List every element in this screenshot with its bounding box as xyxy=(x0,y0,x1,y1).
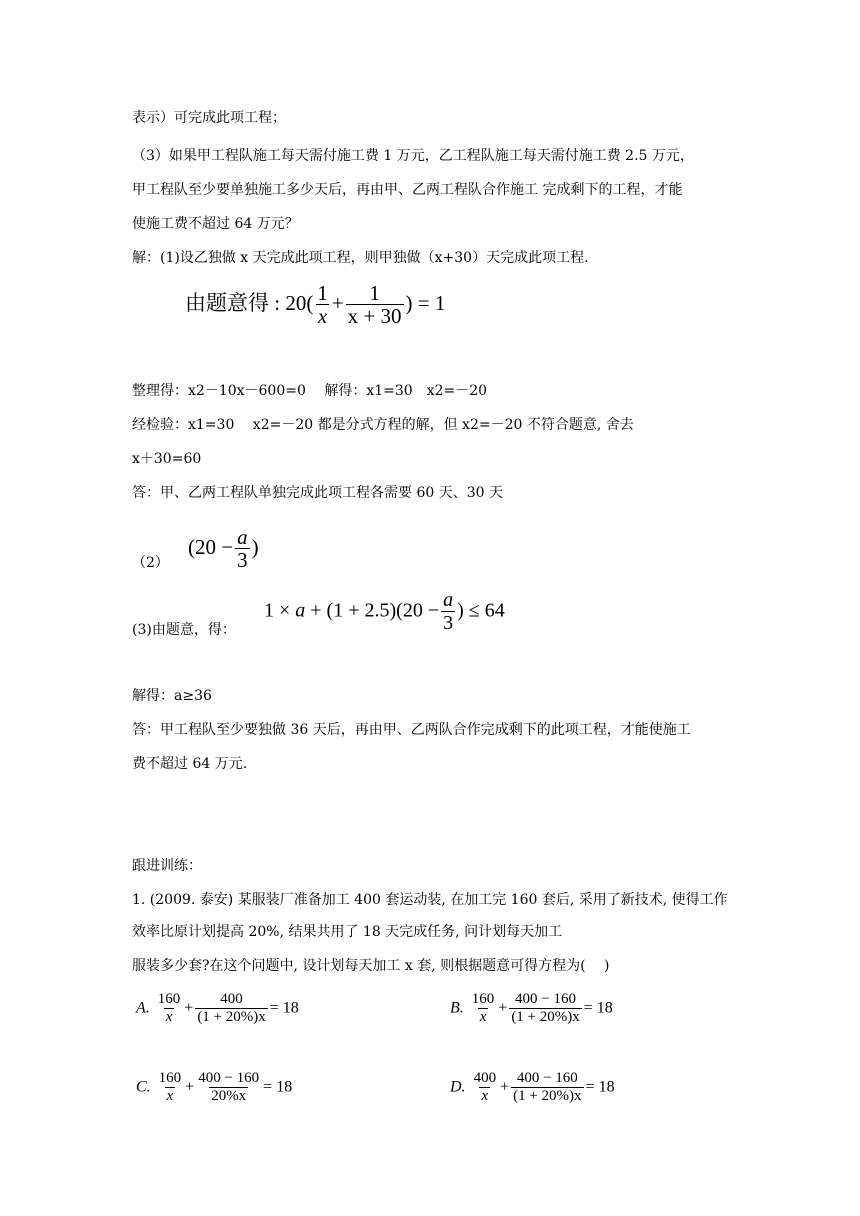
part-2-label: （2） xyxy=(132,555,169,571)
option-b-frac-2 xyxy=(509,992,581,1025)
option-a-frac-1 xyxy=(156,992,183,1025)
line-12: 解得：a≥36 xyxy=(132,688,212,704)
eq1-frac-1-num: 1 xyxy=(317,281,328,305)
option-b-label: B. xyxy=(450,999,464,1017)
option-b-frac-1-den: x xyxy=(479,1008,487,1025)
line-11: (3)由题意，得： xyxy=(132,622,236,638)
option-d-label: D. xyxy=(450,1078,466,1096)
eq1-frac-2-num: 1 xyxy=(369,281,380,305)
eq2-frac-num: a xyxy=(237,525,248,549)
line-4: 使施工费不超过 64 万元？ xyxy=(132,216,299,232)
eq3-mid: + (1 + 2.5)(20 − xyxy=(305,599,440,622)
option-d-frac-1-den: x xyxy=(481,1087,489,1104)
option-a[interactable]: A. $\frac{160}{x}$ + $\frac{400}{(1 + 20\%)x}$ = 18 xyxy=(136,991,299,1025)
option-b-frac-1-num: 160 xyxy=(471,991,495,1007)
option-c-frac-1-den: x xyxy=(166,1087,174,1104)
eq2-frac xyxy=(235,526,250,572)
option-b-frac-2-num: 400 − 160 xyxy=(515,991,577,1007)
line-7: 经检验：x1=30 x2=－20 都是分式方程的解，但 x2=－20 不符合题意, 舍去 xyxy=(132,417,634,433)
option-b-frac-1 xyxy=(470,992,497,1025)
line-3: 甲工程队至少要单独施工多少天后，再由甲、乙两工程队合作施工 完成剩下的工程，才能 xyxy=(132,182,683,198)
option-a-frac-2-num: 400 xyxy=(220,991,243,1007)
option-d-frac-1 xyxy=(472,1071,499,1104)
eq1-prefix: 由题意得 : 20( xyxy=(185,290,314,315)
option-a-rhs: = 18 xyxy=(269,999,299,1017)
option-a-frac-1-den: x xyxy=(165,1008,173,1025)
eq1-frac-1 xyxy=(315,282,330,328)
option-a-frac-2 xyxy=(195,992,267,1025)
eq1-suffix: ) = 1 xyxy=(405,290,446,315)
eq2-close: ) xyxy=(251,534,259,559)
option-c-frac-2-den: 20%x xyxy=(211,1087,247,1104)
option-d-frac-2-num: 400 − 160 xyxy=(516,1070,578,1086)
eq3-prefix: 1 × xyxy=(264,599,296,622)
line-9: 答：甲、乙两工程队单独完成此项工程各需要 60 天、30 天 xyxy=(132,485,503,501)
eq3-suffix: ) ≤ 64 xyxy=(457,599,505,622)
eq3-a: a xyxy=(295,599,306,622)
line-2: （3）如果甲工程队施工每天需付施工费 1 万元，乙工程队施工每天需付施工费 2.5 万元， xyxy=(132,148,694,164)
option-a-frac-2-den: (1 + 20%)x xyxy=(197,1008,266,1025)
line-8: x＋30=60 xyxy=(132,451,202,467)
option-d[interactable]: D. $\frac{400}{x}$ + $\frac{400 - 160}{(1 + 20\%)x}$ = 18 xyxy=(450,1070,615,1104)
line-5: 解：(1)设乙独做 x 天完成此项工程，则甲独做（x+30）天完成此项工程. xyxy=(132,250,589,266)
line-6: 整理得：x2－10x－600=0 解得：x1=30 x2=－20 xyxy=(132,383,488,399)
option-c-rhs: = 18 xyxy=(263,1078,293,1096)
line-16: 1. (2009. 泰安) 某服装厂准备加工 400 套运动装, 在加工完 160 套后, 采用了新技术, 使得工作 xyxy=(132,892,728,908)
option-c-frac-1 xyxy=(157,1071,184,1104)
equation-2 xyxy=(188,526,259,572)
eq2-open: (20 − xyxy=(188,534,234,559)
option-d-rhs: = 18 xyxy=(585,1078,615,1096)
equation-3 xyxy=(264,590,505,634)
eq3-frac-den: 3 xyxy=(443,612,454,634)
line-18: 服装多少套?在这个问题中, 设计划每天加工 x 套, 则根据题意可得方程为( ) xyxy=(132,958,610,974)
line-17: 效率比原计划提高 20%, 结果共用了 18 天完成任务, 问计划每天加工 xyxy=(132,924,563,940)
option-d-frac-2 xyxy=(511,1071,583,1104)
option-b[interactable]: B. $\frac{160}{x}$ + $\frac{400 - 160}{(1 + 20\%)x}$ = 18 xyxy=(450,991,613,1025)
option-a-frac-1-num: 160 xyxy=(157,991,181,1007)
option-c[interactable]: C. $\frac{160}{x}$ + $\frac{400 - 160}{20\%x}$ = 18 xyxy=(136,1070,293,1104)
eq3-frac xyxy=(441,590,455,634)
line-14: 费不超过 64 万元. xyxy=(132,756,248,772)
eq3-frac-num: a xyxy=(443,589,454,611)
eq1-frac-1-den: x xyxy=(317,304,328,329)
option-c-frac-2 xyxy=(196,1071,261,1104)
option-b-frac-2-den: (1 + 20%)x xyxy=(511,1008,580,1025)
equation-1 xyxy=(185,282,445,328)
eq1-plus: + xyxy=(331,290,344,315)
eq1-frac-2 xyxy=(346,282,404,328)
eq1-frac-2-den: x + 30 xyxy=(347,304,402,329)
eq2-frac-den: 3 xyxy=(237,548,248,573)
option-d-frac-2-den: (1 + 20%)x xyxy=(513,1087,582,1104)
option-d-frac-1-num: 400 xyxy=(473,1070,497,1086)
line-13: 答：甲工程队至少要独做 36 天后，再由甲、乙两队合作完成剩下的此项工程，才能使施工 xyxy=(132,722,691,738)
option-a-label: A. xyxy=(136,999,150,1017)
option-c-label: C. xyxy=(136,1078,151,1096)
option-b-rhs: = 18 xyxy=(583,999,613,1017)
option-c-frac-2-num: 400 − 160 xyxy=(198,1070,260,1086)
line-1: 表示）可完成此项工程； xyxy=(132,110,286,126)
line-15: 跟进训练： xyxy=(132,858,202,874)
option-c-frac-1-num: 160 xyxy=(158,1070,182,1086)
